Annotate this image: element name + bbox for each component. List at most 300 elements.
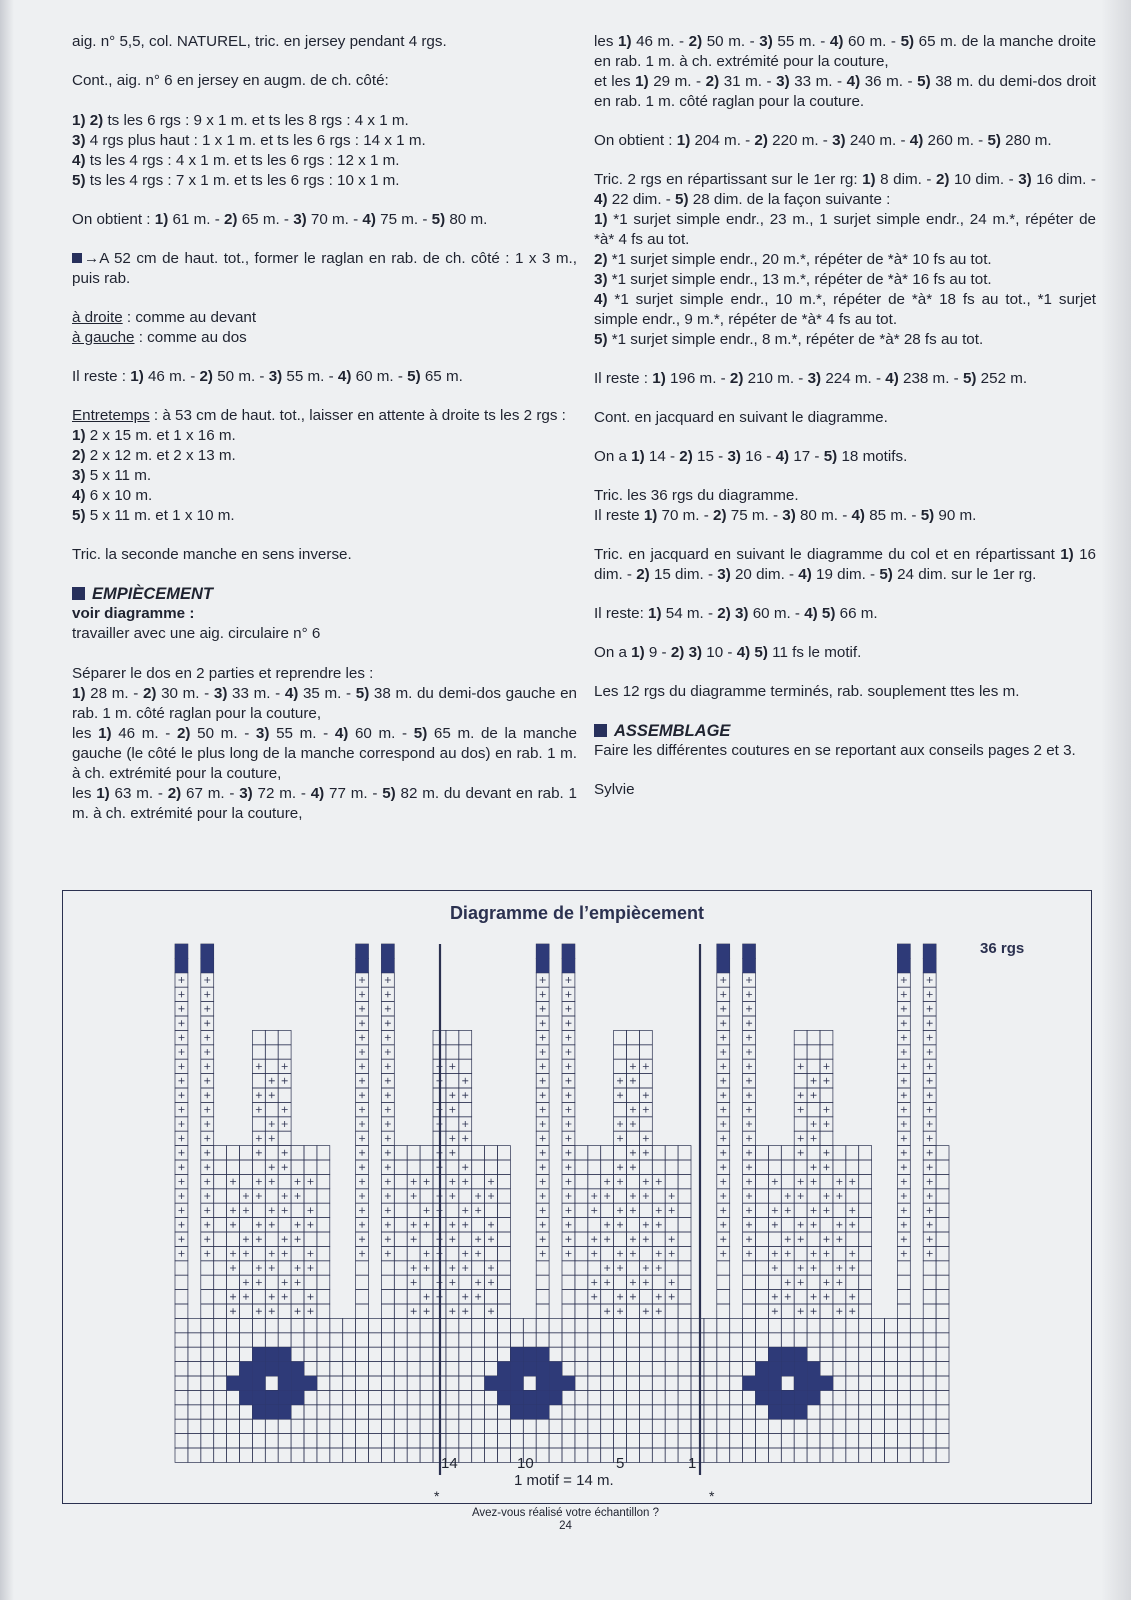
sep-dos-size-number: 4) bbox=[284, 685, 299, 702]
plus-mark bbox=[927, 1035, 933, 1041]
chart-cell bbox=[498, 1261, 511, 1275]
chart-cell bbox=[936, 1362, 949, 1376]
chart-cell bbox=[485, 1448, 498, 1462]
plus-mark bbox=[565, 1222, 571, 1228]
chart-cell bbox=[485, 1405, 498, 1419]
plus-mark bbox=[565, 1049, 571, 1055]
reste-value: 60 m. - bbox=[748, 605, 805, 622]
diamond-cell bbox=[278, 1405, 291, 1419]
chart-cell bbox=[510, 1434, 523, 1448]
chart-cell bbox=[872, 1419, 885, 1433]
chart-cell bbox=[639, 1030, 652, 1044]
chart-cell bbox=[394, 1405, 407, 1419]
chart-cell bbox=[343, 1405, 356, 1419]
chart-cell bbox=[369, 1333, 382, 1347]
plus-mark bbox=[927, 1236, 933, 1242]
chart-cell bbox=[420, 1232, 433, 1246]
plus-mark bbox=[927, 1107, 933, 1113]
chart-cell bbox=[265, 1318, 278, 1332]
plus-mark bbox=[823, 1279, 829, 1285]
voir-diagramme: voir diagramme : bbox=[72, 605, 195, 622]
chart-cell bbox=[536, 1434, 549, 1448]
tric36-text: Tric. les 36 rgs du diagramme. bbox=[594, 487, 799, 504]
chart-cell bbox=[510, 1333, 523, 1347]
chart-cell bbox=[588, 1261, 601, 1275]
chart-cell bbox=[730, 1333, 743, 1347]
plus-mark bbox=[720, 1193, 726, 1199]
chart-cell bbox=[356, 1261, 369, 1275]
chart-cell bbox=[575, 1290, 588, 1304]
chart-cell bbox=[678, 1275, 691, 1289]
chart-cell bbox=[923, 1290, 936, 1304]
diamond-cell bbox=[510, 1362, 523, 1376]
reste-value: 46 m. - bbox=[143, 368, 200, 385]
obtient-size-number: 2) bbox=[754, 132, 768, 149]
droite-label: à droite bbox=[72, 309, 123, 326]
chart-cell bbox=[407, 1290, 420, 1304]
chart-cell bbox=[278, 1419, 291, 1433]
chart-cell bbox=[665, 1434, 678, 1448]
plus-mark bbox=[243, 1294, 249, 1300]
plus-mark bbox=[565, 1150, 571, 1156]
diamond-cell bbox=[523, 1347, 536, 1361]
plus-mark bbox=[462, 1092, 468, 1098]
chart-cell bbox=[498, 1333, 511, 1347]
chart-cell bbox=[652, 1362, 665, 1376]
diamond-cell bbox=[278, 1347, 291, 1361]
chart-cell bbox=[227, 1189, 240, 1203]
chart-cell bbox=[394, 1448, 407, 1462]
sep-manche-size-number: 3) bbox=[255, 725, 270, 742]
plus-mark bbox=[385, 1006, 391, 1012]
chart-cell bbox=[639, 1333, 652, 1347]
chart-cell bbox=[278, 1131, 291, 1145]
plus-mark bbox=[785, 1193, 791, 1199]
plus-mark bbox=[720, 1035, 726, 1041]
chart-cell bbox=[420, 1405, 433, 1419]
reste-value: 60 m. - bbox=[351, 368, 408, 385]
chart-cell bbox=[265, 1045, 278, 1059]
chart-cell bbox=[549, 1419, 562, 1433]
plus-mark bbox=[772, 1222, 778, 1228]
plus-mark bbox=[656, 1265, 662, 1271]
reste-value: 196 m. - bbox=[665, 370, 730, 387]
plus-mark bbox=[359, 991, 365, 997]
plus-mark bbox=[230, 1207, 236, 1213]
plus-mark bbox=[720, 1164, 726, 1170]
plus-mark bbox=[669, 1251, 675, 1257]
chart-cell bbox=[498, 1160, 511, 1174]
chart-cell bbox=[265, 1333, 278, 1347]
chart-cell bbox=[201, 1376, 214, 1390]
chart-cell bbox=[485, 1290, 498, 1304]
chart-cell bbox=[175, 1318, 188, 1332]
chart-cell bbox=[639, 1362, 652, 1376]
plus-mark bbox=[385, 1251, 391, 1257]
chart-cell bbox=[820, 1088, 833, 1102]
manche-droite-value: 50 m. - bbox=[702, 33, 760, 50]
plus-mark bbox=[617, 1294, 623, 1300]
chart-cell bbox=[678, 1318, 691, 1332]
chart-cell bbox=[188, 1419, 201, 1433]
chart-cell bbox=[188, 1376, 201, 1390]
chart-cell bbox=[446, 1290, 459, 1304]
chart-cell bbox=[652, 1347, 665, 1361]
chart-cell bbox=[768, 1275, 781, 1289]
chart-cell bbox=[523, 1333, 536, 1347]
chart-cell bbox=[936, 1347, 949, 1361]
chart-cell bbox=[240, 1448, 253, 1462]
plus-mark bbox=[656, 1251, 662, 1257]
plus-mark bbox=[849, 1207, 855, 1213]
chart-cell bbox=[459, 1347, 472, 1361]
chart-cell bbox=[420, 1146, 433, 1160]
chart-cell bbox=[536, 1448, 549, 1462]
plus-mark bbox=[178, 991, 184, 997]
chart-cell bbox=[252, 1045, 265, 1059]
footer-question: Avez-vous réalisé votre échantillon ? bbox=[471, 1507, 660, 1519]
gauche-label: à gauche bbox=[72, 329, 135, 346]
obtient-size-number: 3) bbox=[832, 132, 846, 149]
chart-cell bbox=[175, 1304, 188, 1318]
chart-cell bbox=[343, 1448, 356, 1462]
diamond-cell bbox=[523, 1405, 536, 1419]
plus-mark bbox=[385, 1207, 391, 1213]
sep-dos-value: 38 m. du demi-dos gauche en rab. 1 m. côté raglan pour la couture, bbox=[72, 685, 577, 722]
plus-mark bbox=[630, 1121, 636, 1127]
obtient-value: 240 m. - bbox=[845, 132, 910, 149]
plus-mark bbox=[359, 1035, 365, 1041]
surjet-size-number: 2) bbox=[594, 251, 608, 268]
motifs-value: 18 motifs. bbox=[837, 448, 908, 465]
chart-cell bbox=[614, 1405, 627, 1419]
chart-cell bbox=[756, 1333, 769, 1347]
chart-cell bbox=[678, 1232, 691, 1246]
plus-mark bbox=[540, 1121, 546, 1127]
chart-cell bbox=[459, 1333, 472, 1347]
diamond-cell bbox=[510, 1376, 523, 1390]
chart-cell bbox=[614, 1102, 627, 1116]
plus-mark bbox=[772, 1179, 778, 1185]
chart-cell bbox=[665, 1376, 678, 1390]
plus-mark bbox=[798, 1179, 804, 1185]
chart-cell bbox=[820, 1405, 833, 1419]
manche-droite-size-number: 5) bbox=[900, 33, 915, 50]
chart-cell bbox=[459, 1275, 472, 1289]
chart-cell bbox=[627, 1261, 640, 1275]
chart-cell bbox=[717, 1304, 730, 1318]
plus-mark bbox=[282, 1193, 288, 1199]
chart-cell bbox=[214, 1218, 227, 1232]
chart-cell bbox=[652, 1376, 665, 1390]
plus-mark bbox=[178, 1020, 184, 1026]
chart-cell bbox=[227, 1146, 240, 1160]
plus-mark bbox=[772, 1308, 778, 1314]
increase-size-number: 1) 2) bbox=[72, 112, 104, 129]
reste-size-number: 1) bbox=[648, 605, 662, 622]
plus-mark bbox=[449, 1179, 455, 1185]
chart-cell bbox=[575, 1390, 588, 1404]
plus-mark bbox=[772, 1251, 778, 1257]
chart-cell bbox=[446, 1362, 459, 1376]
plus-mark bbox=[282, 1251, 288, 1257]
chart-cell bbox=[781, 1304, 794, 1318]
chart-cell bbox=[665, 1174, 678, 1188]
plus-mark bbox=[462, 1265, 468, 1271]
chart-cell bbox=[472, 1160, 485, 1174]
plus-mark bbox=[424, 1207, 430, 1213]
sep-manche-size-number: 4) bbox=[334, 725, 349, 742]
sep-manche-value: 50 m. - bbox=[190, 725, 256, 742]
plus-mark bbox=[411, 1265, 417, 1271]
chart-cell bbox=[743, 1362, 756, 1376]
chart-cell bbox=[859, 1218, 872, 1232]
obtient-size-number: 1) bbox=[154, 211, 169, 228]
chart-cell bbox=[369, 1347, 382, 1361]
plus-mark bbox=[282, 1207, 288, 1213]
chart-cell bbox=[575, 1160, 588, 1174]
chart-cell bbox=[872, 1376, 885, 1390]
obtient-value: 80 m. bbox=[445, 211, 488, 228]
plus-mark bbox=[385, 1121, 391, 1127]
plus-mark bbox=[256, 1150, 262, 1156]
chart-cell bbox=[885, 1362, 898, 1376]
plus-mark bbox=[256, 1236, 262, 1242]
plus-mark bbox=[462, 1164, 468, 1170]
chart-cell bbox=[278, 1261, 291, 1275]
chart-cell bbox=[304, 1448, 317, 1462]
plus-mark bbox=[811, 1092, 817, 1098]
plus-mark bbox=[565, 1078, 571, 1084]
plus-mark bbox=[565, 1179, 571, 1185]
plus-mark bbox=[811, 1251, 817, 1257]
plus-mark bbox=[269, 1222, 275, 1228]
chart-cell bbox=[897, 1333, 910, 1347]
chart-cell bbox=[214, 1333, 227, 1347]
chart-cell bbox=[794, 1030, 807, 1044]
reste-size-number: 5) bbox=[920, 507, 935, 524]
chart-cell bbox=[820, 1448, 833, 1462]
chart-cell bbox=[588, 1448, 601, 1462]
chart-cell bbox=[330, 1347, 343, 1361]
chart-cell bbox=[665, 1390, 678, 1404]
chart-cell bbox=[743, 1304, 756, 1318]
chart-cell bbox=[872, 1347, 885, 1361]
reste-value: 85 m. - bbox=[864, 507, 921, 524]
increase-value: 4 rgs plus haut : 1 x 1 m. et ts les 6 rgs : 14 x 1 m. bbox=[85, 132, 426, 149]
chart-cell bbox=[859, 1290, 872, 1304]
plus-mark bbox=[385, 1035, 391, 1041]
chart-cell bbox=[240, 1160, 253, 1174]
plus-mark bbox=[204, 1121, 210, 1127]
chart-cell bbox=[459, 1102, 472, 1116]
entretemps-text: : à 53 cm de haut. tot., laisser en attente à droite ts les 2 rgs : bbox=[149, 407, 566, 424]
chart-cell bbox=[678, 1218, 691, 1232]
les-prefix: les bbox=[72, 725, 99, 742]
chart-cell bbox=[588, 1318, 601, 1332]
plus-mark bbox=[617, 1308, 623, 1314]
plus-mark bbox=[178, 1049, 184, 1055]
plus-mark bbox=[798, 1063, 804, 1069]
plus-mark bbox=[295, 1279, 301, 1285]
chart-cell bbox=[627, 1448, 640, 1462]
chart-cell bbox=[227, 1419, 240, 1433]
diamond-cell bbox=[781, 1405, 794, 1419]
rab-text: Les 12 rgs du diagramme terminés, rab. souplement ttes les m. bbox=[594, 683, 1020, 700]
surjet-size-number: 3) bbox=[594, 271, 608, 288]
chart-cell bbox=[756, 1218, 769, 1232]
plus-mark bbox=[295, 1222, 301, 1228]
chart-cell bbox=[240, 1347, 253, 1361]
plus-mark bbox=[565, 1135, 571, 1141]
fois-value: 10 - bbox=[702, 644, 737, 661]
reste-value: 75 m. - bbox=[726, 507, 783, 524]
chart-cell bbox=[485, 1146, 498, 1160]
plus-mark bbox=[359, 1006, 365, 1012]
chart-cell bbox=[407, 1362, 420, 1376]
sep-manche-value: 46 m. - bbox=[111, 725, 177, 742]
demi-dos-droit-size-number: 3) bbox=[776, 73, 790, 90]
tick-label-5: 5 bbox=[616, 1455, 625, 1472]
chart-cell bbox=[897, 1390, 910, 1404]
chart-cell bbox=[317, 1333, 330, 1347]
chart-cell bbox=[936, 1376, 949, 1390]
chart-cell bbox=[394, 1203, 407, 1217]
seconde-manche: Tric. la seconde manche en sens inverse. bbox=[72, 546, 352, 563]
plus-mark bbox=[282, 1107, 288, 1113]
attente-size-number: 5) bbox=[72, 507, 86, 524]
chart-cell bbox=[936, 1203, 949, 1217]
tick-label-10: 10 bbox=[517, 1455, 534, 1472]
chart-cell bbox=[717, 1290, 730, 1304]
chart-cell bbox=[446, 1203, 459, 1217]
chart-cell bbox=[381, 1405, 394, 1419]
plus-mark bbox=[798, 1222, 804, 1228]
plus-mark bbox=[462, 1222, 468, 1228]
signature: Sylvie bbox=[594, 781, 635, 798]
plus-mark bbox=[901, 1207, 907, 1213]
chart-cell bbox=[330, 1419, 343, 1433]
obtient-size-number: 5) bbox=[431, 211, 446, 228]
chart-cell bbox=[704, 1318, 717, 1332]
chart-cell bbox=[678, 1362, 691, 1376]
chart-cell bbox=[665, 1347, 678, 1361]
chart-cell bbox=[394, 1376, 407, 1390]
chart-cell bbox=[897, 1419, 910, 1433]
chart-cell bbox=[730, 1347, 743, 1361]
chart-cell bbox=[317, 1434, 330, 1448]
dim-value: 22 dim. - bbox=[607, 191, 676, 208]
plus-mark bbox=[901, 977, 907, 983]
chart-cell bbox=[227, 1448, 240, 1462]
chart-cell bbox=[472, 1146, 485, 1160]
chart-cell bbox=[936, 1405, 949, 1419]
les-prefix: les bbox=[72, 785, 97, 802]
sep-manche-size-number: 1) bbox=[98, 725, 112, 742]
plus-mark bbox=[746, 1207, 752, 1213]
chart-cell bbox=[356, 1304, 369, 1318]
fois-value: 11 fs le motif. bbox=[767, 644, 862, 661]
chart-cell bbox=[665, 1218, 678, 1232]
chart-cell bbox=[807, 1045, 820, 1059]
sep-devant-value: 67 m. - bbox=[181, 785, 240, 802]
chart-cell bbox=[291, 1333, 304, 1347]
diamond-cell bbox=[768, 1362, 781, 1376]
plus-mark bbox=[540, 1207, 546, 1213]
chart-cell bbox=[420, 1434, 433, 1448]
sep-dos-value: 28 m. - bbox=[85, 685, 143, 702]
plus-mark bbox=[385, 1020, 391, 1026]
plus-mark bbox=[256, 1193, 262, 1199]
chart-cell bbox=[846, 1405, 859, 1419]
chart-cell bbox=[678, 1290, 691, 1304]
demi-dos-droit-value: 36 m. - bbox=[860, 73, 918, 90]
chart-cell bbox=[317, 1448, 330, 1462]
chart-cell bbox=[717, 1275, 730, 1289]
chart-cell bbox=[833, 1318, 846, 1332]
plus-mark bbox=[591, 1251, 597, 1257]
chart-cell bbox=[575, 1174, 588, 1188]
chart-cell bbox=[743, 1448, 756, 1462]
chart-cell bbox=[614, 1045, 627, 1059]
filled-cell bbox=[536, 944, 549, 973]
chart-cell bbox=[781, 1146, 794, 1160]
plus-mark bbox=[204, 991, 210, 997]
chart-cell bbox=[201, 1290, 214, 1304]
chart-cell bbox=[588, 1218, 601, 1232]
chart-cell bbox=[833, 1160, 846, 1174]
chart-cell bbox=[394, 1419, 407, 1433]
plus-mark bbox=[669, 1294, 675, 1300]
chart-cell bbox=[381, 1275, 394, 1289]
obtient-value: 75 m. - bbox=[375, 211, 432, 228]
chart-cell bbox=[588, 1347, 601, 1361]
plus-mark bbox=[656, 1294, 662, 1300]
plus-mark bbox=[462, 1179, 468, 1185]
chart-cell bbox=[872, 1362, 885, 1376]
dim-size-number: 5) bbox=[675, 191, 689, 208]
chart-cell bbox=[730, 1390, 743, 1404]
diamond-cell bbox=[252, 1390, 265, 1404]
chart-cell bbox=[781, 1218, 794, 1232]
plus-mark bbox=[178, 1164, 184, 1170]
diamond-cell bbox=[536, 1390, 549, 1404]
chart-cell bbox=[562, 1434, 575, 1448]
chart-cell bbox=[175, 1333, 188, 1347]
chart-cell bbox=[214, 1318, 227, 1332]
sep-devant-size-number: 2) bbox=[167, 785, 182, 802]
chart-cell bbox=[807, 1146, 820, 1160]
chart-cell bbox=[820, 1390, 833, 1404]
plus-mark bbox=[643, 1265, 649, 1271]
tric2-prefix: Tric. 2 rgs en répartissant sur le 1er rg: bbox=[594, 171, 863, 188]
plus-mark bbox=[540, 1107, 546, 1113]
manche-droite-size-number: 2) bbox=[688, 33, 703, 50]
chart-cell bbox=[407, 1405, 420, 1419]
plus-mark bbox=[540, 1049, 546, 1055]
chart-cell bbox=[343, 1390, 356, 1404]
plus-mark bbox=[256, 1107, 262, 1113]
plus-mark bbox=[811, 1294, 817, 1300]
chart-cell bbox=[614, 1275, 627, 1289]
chart-cell bbox=[691, 1333, 704, 1347]
chart-cell bbox=[214, 1362, 227, 1376]
chart-cell bbox=[665, 1405, 678, 1419]
plus-mark bbox=[565, 1063, 571, 1069]
chart-cell bbox=[601, 1246, 614, 1260]
chart-cell bbox=[756, 1146, 769, 1160]
col-dim-value: 20 dim. - bbox=[730, 566, 799, 583]
